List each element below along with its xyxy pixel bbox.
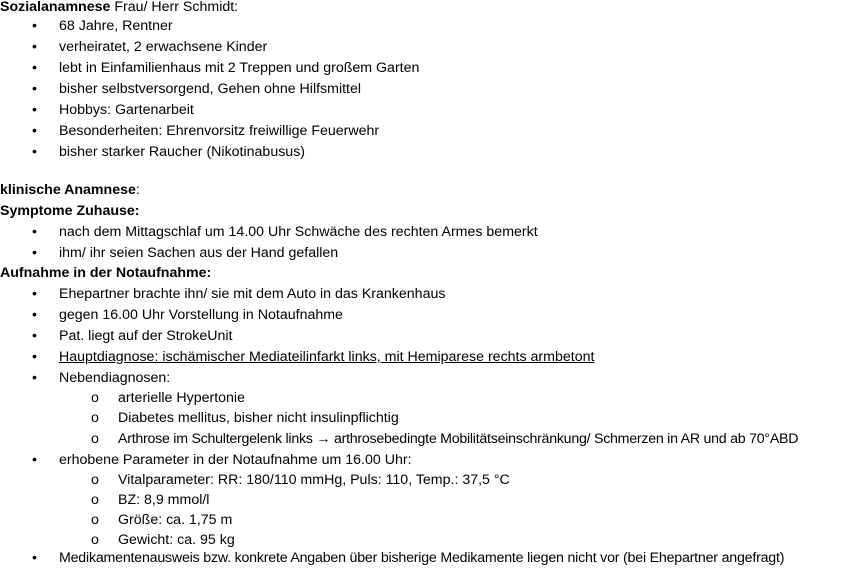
social-item-smoking: bisher starker Raucher (Nikotinabusus) [59,144,306,160]
bullet-icon: • [32,286,37,302]
parameter-weight: Gewicht: ca. 95 kg [118,532,235,548]
circle-bullet-icon: o [91,431,99,447]
main-diagnosis: Hauptdiagnose: ischämischer Mediateilinfarkt links, mit Hemiparese rechts armbetont [59,349,595,365]
social-item-housing: lebt in Einfamilienhaus mit 2 Treppen und großem Garten [59,60,420,76]
parameter-height: Größe: ca. 1,75 m [118,512,233,528]
home-item-weakness: nach dem Mittagschlaf um 14.00 Uhr Schwäche des rechten Armes bemerkt [59,224,538,240]
bullet-icon: • [32,328,37,344]
bullet-icon: • [32,60,37,76]
admission-item-transport: Ehepartner brachte ihn/ sie mit dem Auto in das Krankenhaus [59,286,446,302]
clinical-heading: klinische Anamnese [0,182,136,198]
medication-note: Medikamentenausweis bzw. konkrete Angaben über bisherige Medikamente liegen nicht vor (bei Ehepartner angefragt) [59,550,785,566]
bullet-icon: • [32,144,37,160]
social-heading: Sozialanamnese [0,0,111,15]
social-item-family: verheiratet, 2 erwachsene Kinder [59,39,268,55]
home-symptoms-heading: Symptome Zuhause: [0,203,140,219]
social-item-mobility: bisher selbstversorgend, Gehen ohne Hilfsmittel [59,81,362,97]
social-heading-rest: Frau/ Herr Schmidt: [110,0,239,15]
bullet-icon: • [32,370,37,386]
bullet-icon: • [32,39,37,55]
bullet-icon: • [32,307,37,323]
bullet-icon: • [32,123,37,139]
secondary-diagnoses-label: Nebendiagnosen: [59,370,171,386]
parameter-blood-sugar: BZ: 8,9 mmol/l [118,492,210,508]
circle-bullet-icon: o [91,532,99,548]
circle-bullet-icon: o [91,472,99,488]
parameter-vitals: Vitalparameter: RR: 180/110 mmHg, Puls: 110, Temp.: 37,5 °C [118,472,510,488]
social-item-age: 68 Jahre, Rentner [59,18,173,34]
social-item-special: Besonderheiten: Ehrenvorsitz freiwillige Feuerwehr [59,123,380,139]
diagnosis-diabetes: Diabetes mellitus, bisher nicht insulinpflichtig [118,410,399,426]
social-item-hobbies: Hobbys: Gartenarbeit [59,102,194,118]
bullet-icon: • [32,102,37,118]
bullet-icon: • [32,349,37,365]
circle-bullet-icon: o [91,492,99,508]
bullet-icon: • [32,81,37,97]
circle-bullet-icon: o [91,390,99,406]
diagnosis-hypertension: arterielle Hypertonie [118,390,245,406]
circle-bullet-icon: o [91,410,99,426]
admission-item-ward: Pat. liegt auf der StrokeUnit [59,328,233,344]
bullet-icon: • [32,224,37,240]
admission-item-time: gegen 16.00 Uhr Vorstellung in Notaufnahme [59,307,343,323]
bullet-icon: • [32,550,37,566]
bullet-icon: • [32,245,37,261]
clinical-heading-line [0,180,140,201]
circle-bullet-icon: o [91,512,99,528]
diagnosis-arthrosis: Arthrose im Schultergelenk links → arthrosebedingte Mobilitätseinschränkung/ Schmerzen in AR und ab 70°ABD [118,431,799,447]
parameters-heading: erhobene Parameter in der Notaufnahme um 16.00 Uhr: [59,452,412,468]
home-item-dropped: ihm/ ihr seien Sachen aus der Hand gefallen [59,245,339,261]
bullet-icon: • [32,452,37,468]
clinical-heading-colon: : [135,182,140,198]
admission-heading: Aufnahme in der Notaufnahme: [0,265,212,281]
bullet-icon: • [32,18,37,34]
